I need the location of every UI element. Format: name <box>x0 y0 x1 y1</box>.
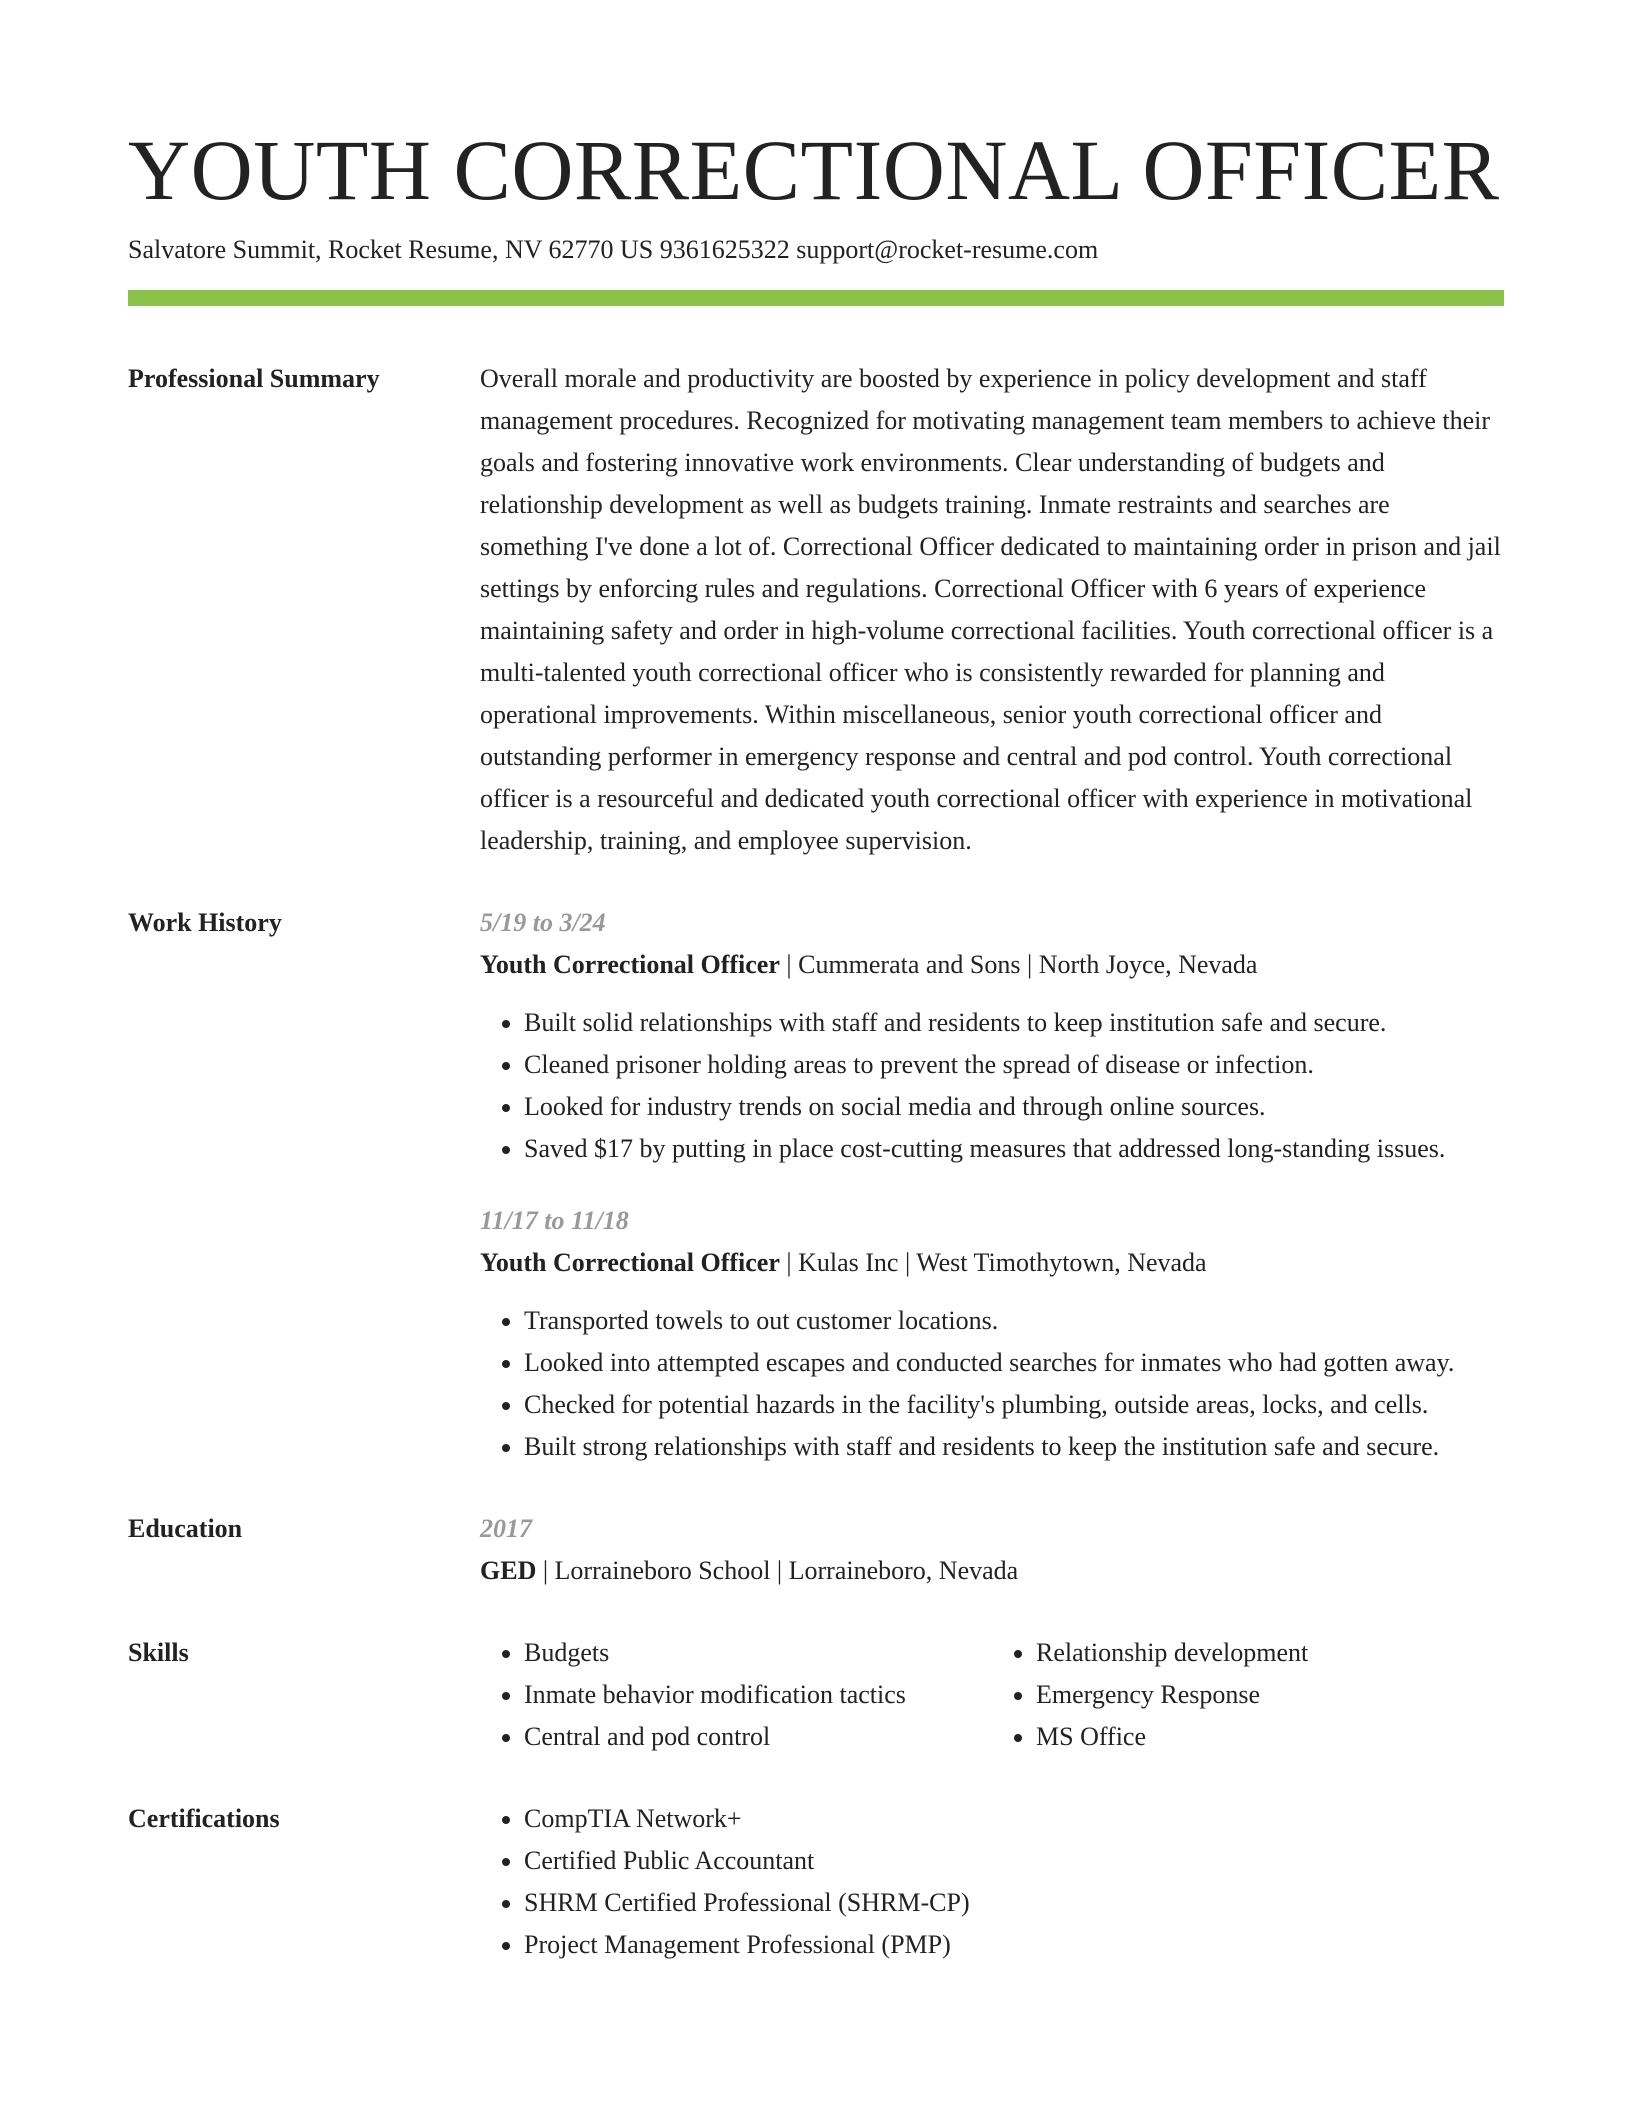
education-line <box>480 1550 1504 1592</box>
job-dates: 11/17 to 11/18 <box>480 1206 629 1235</box>
education-year: 2017 <box>480 1514 532 1543</box>
section-label: Work History <box>128 908 282 937</box>
list-item: • Central and pod control <box>524 1716 992 1758</box>
summary-text: Overall morale and productivity are boosted by experience in policy development and staff management procedures. Recognized for motivating management team members to achieve their goals and fostering innovative work environments. Clear understanding of budgets and relationship development as well as budgets training. Inmate restraints and searches are something I've done a lot of. Correctional Officer dedicated to maintaining order in prison and jail settings by enforcing rules and regulations. Correctional Officer with 6 years of experience maintaining safety and order in high-volume correctional facilities. Youth correctional officer is a multi-talented youth correctional officer who is consistently rewarded for planning and operational improvements. Within miscellaneous, senior youth correctional officer and outstanding performer in emergency response and central and pod control. Youth correctional officer is a resourceful and dedicated youth correctional officer with experience in motivational leadership, training, and employee supervision. <box>480 364 1501 855</box>
job-dates: 5/19 to 3/24 <box>480 908 606 937</box>
list-item: • Inmate behavior modification tactics <box>524 1674 992 1716</box>
job-title: Youth Correctional Officer <box>480 1248 780 1277</box>
list-item: • Budgets <box>524 1632 992 1674</box>
resume-page <box>128 0 1504 1966</box>
list-item: • Project Management Professional (PMP) <box>524 1924 1504 1966</box>
education-details: | Lorraineboro School | Lorraineboro, Nevada <box>536 1556 1019 1585</box>
contact-line: Salvatore Summit, Rocket Resume, NV 62770 US 9361625322 support@rocket-resume.com <box>128 235 1099 264</box>
job-details: | Cummerata and Sons | North Joyce, Nevada <box>779 950 1258 979</box>
list-item: • MS Office <box>1036 1716 1504 1758</box>
list-item: • Emergency Response <box>1036 1674 1504 1716</box>
education-section <box>128 1508 1504 1592</box>
work-history-section <box>128 902 1504 1468</box>
skills-list-left <box>480 1632 992 1758</box>
list-item: • Cleaned prisoner holding areas to prevent the spread of disease or infection. <box>524 1044 1504 1086</box>
skills-list-right <box>992 1632 1504 1758</box>
list-item: • SHRM Certified Professional (SHRM-CP) <box>524 1882 1504 1924</box>
accent-divider <box>128 290 1504 306</box>
list-item: • Relationship development <box>1036 1632 1504 1674</box>
resume-title: YOUTH CORRECTIONAL OFFICER <box>128 122 1500 218</box>
list-item: • Saved $17 by putting in place cost-cutting measures that addressed long-standing issues. <box>524 1128 1504 1170</box>
list-item: • Transported towels to out customer locations. <box>524 1300 1504 1342</box>
section-label: Professional Summary <box>128 364 380 393</box>
list-item: • Looked for industry trends on social media and through online sources. <box>524 1086 1504 1128</box>
certifications-list <box>480 1798 1504 1966</box>
skills-section <box>128 1632 1504 1758</box>
degree: GED <box>480 1556 537 1585</box>
list-item: • Certified Public Accountant <box>524 1840 1504 1882</box>
job-entry <box>480 1200 1504 1468</box>
job-bullets <box>480 1300 1504 1468</box>
job-details: | Kulas Inc | West Timothytown, Nevada <box>779 1248 1207 1277</box>
section-label: Education <box>128 1514 243 1543</box>
summary-section <box>128 358 1504 862</box>
job-entry <box>480 902 1504 1170</box>
list-item: • Checked for potential hazards in the facility's plumbing, outside areas, locks, and cells. <box>524 1384 1504 1426</box>
certifications-section <box>128 1798 1504 1966</box>
job-title-line <box>480 944 1504 986</box>
job-title: Youth Correctional Officer <box>480 950 780 979</box>
job-bullets <box>480 1002 1504 1170</box>
list-item: • CompTIA Network+ <box>524 1798 1504 1840</box>
list-item: • Built strong relationships with staff and residents to keep the institution safe and secure. <box>524 1426 1504 1468</box>
section-label: Certifications <box>128 1804 280 1833</box>
list-item: • Built solid relationships with staff and residents to keep institution safe and secure. <box>524 1002 1504 1044</box>
job-title-line <box>480 1242 1504 1284</box>
section-label: Skills <box>128 1638 189 1667</box>
list-item: • Looked into attempted escapes and conducted searches for inmates who had gotten away. <box>524 1342 1504 1384</box>
